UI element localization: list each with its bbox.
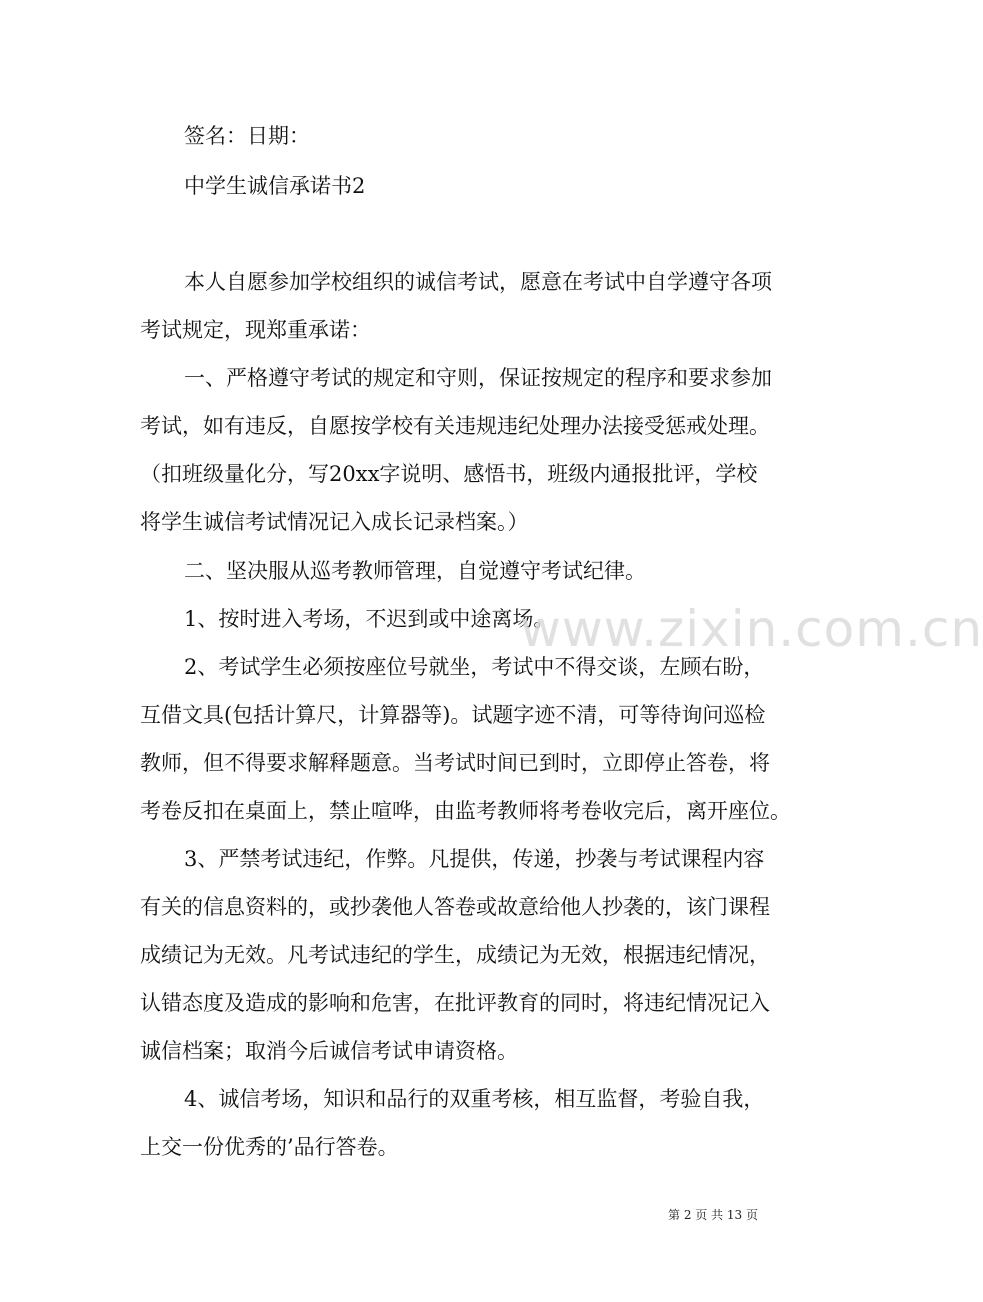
document-title: 中学生诚信承诺书2 [184, 174, 366, 198]
paragraph-line: （扣班级量化分，写20xx字说明、感悟书，班级内通报批评，学校 [140, 462, 758, 486]
paragraph-line: 4、诚信考场，知识和品行的双重考核，相互监督，考验自我， [184, 1087, 765, 1111]
page-number-footer: 第 2 页 共 13 页 [668, 1208, 758, 1222]
signature-date-line: 签名：日期： [184, 124, 310, 148]
paragraph-line: 将学生诚信考试情况记入成长记录档案。） [140, 510, 529, 534]
paragraph-line: 上交一份优秀的’品行答卷。 [140, 1135, 399, 1159]
paragraph-line: 考卷反扣在桌面上，禁止喧哗，由监考教师将考卷收完后，离开座位。 [140, 799, 791, 823]
paragraph-line: 考试规定，现郑重承诺： [140, 318, 371, 342]
paragraph-line: 3、严禁考试违纪，作弊。凡提供，传递，抄袭与考试课程内容 [184, 847, 765, 871]
paragraph-line: 有关的信息资料的，或抄袭他人答卷或故意给他人抄袭的，该门课程 [140, 895, 770, 919]
paragraph-line: 1、按时进入考场，不迟到或中途离场。 [184, 607, 555, 631]
paragraph-line: 2、考试学生必须按座位号就坐，考试中不得交谈，左顾右盼， [184, 655, 765, 679]
paragraph-line: 考试，如有违反，自愿按学校有关违规违纪处理办法接受惩戒处理。 [140, 414, 770, 438]
paragraph-line: 二、坚决服从巡考教师管理，自觉遵守考试纪律。 [184, 559, 646, 583]
paragraph-line: 诚信档案；取消今后诚信考试申请资格。 [140, 1039, 518, 1063]
paragraph-line: 本人自愿参加学校组织的诚信考试，愿意在考试中自学遵守各项 [184, 270, 772, 294]
paragraph-line: 一、严格遵守考试的规定和守则，保证按规定的程序和要求参加 [184, 366, 772, 390]
paragraph-line: 教师，但不得要求解释题意。当考试时间已到时，立即停止答卷，将 [140, 751, 770, 775]
paragraph-line: 成绩记为无效。凡考试违纪的学生，成绩记为无效，根据违纪情况， [140, 943, 770, 967]
paragraph-line: 认错态度及造成的影响和危害，在批评教育的同时，将违纪情况记入 [140, 991, 770, 1015]
watermark: www.zixin.com.cn [520, 600, 983, 658]
paragraph-line: 互借文具(包括计算尺，计算器等)。试题字迹不清，可等待询问巡检 [140, 703, 766, 727]
